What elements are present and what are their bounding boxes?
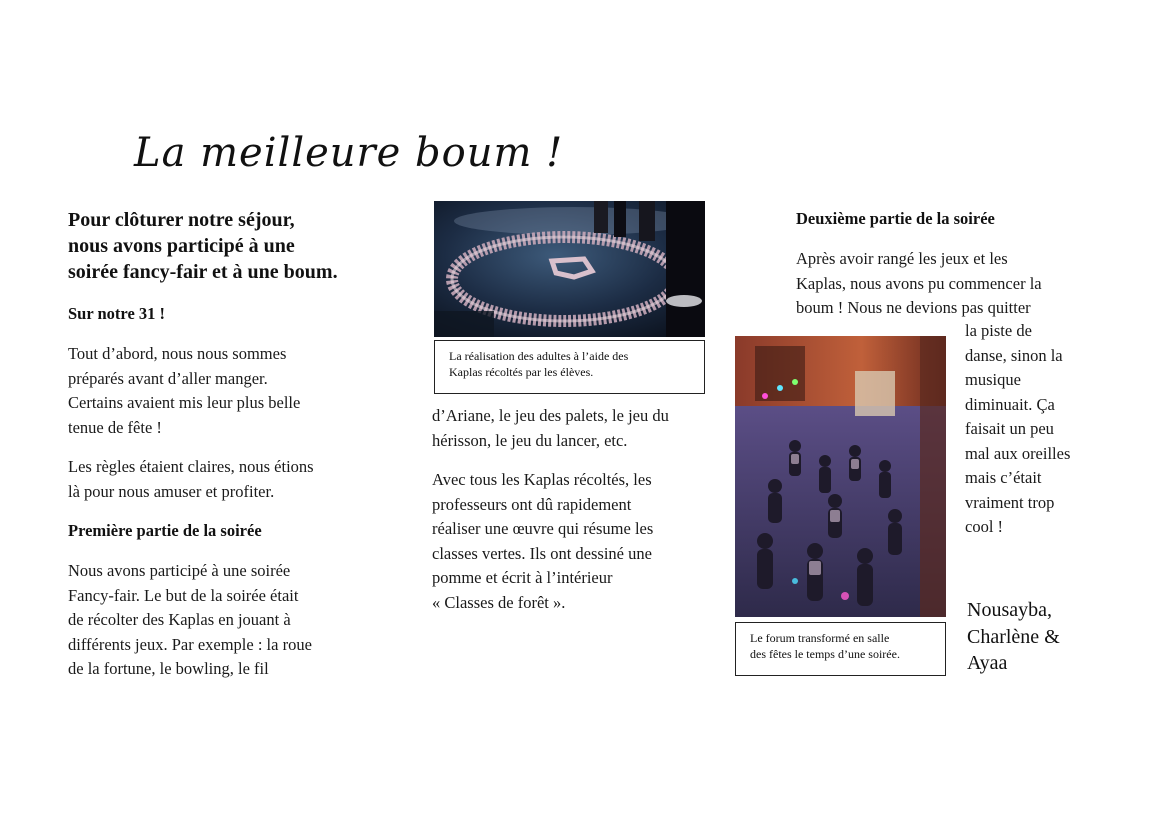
section-heading-premiere-partie: Première partie de la soirée: [68, 521, 262, 540]
author-line: Ayaa: [967, 652, 1008, 674]
text-line: vraiment trop: [965, 492, 1055, 512]
section-heading-sur-notre-31: Sur notre 31 !: [68, 304, 166, 323]
text-line: mais c’était: [965, 468, 1042, 487]
intro-line: nous avons participé à une: [68, 235, 295, 257]
party-photo: [735, 336, 946, 617]
paragraph-fancy-fair: [68, 559, 312, 682]
text-line: Tout d’abord, nous nous sommes: [68, 344, 287, 363]
text-line: cool !: [965, 517, 1004, 536]
authors-signature: [967, 597, 1060, 677]
party-photo-caption: [735, 622, 946, 676]
text-line: Avec tous les Kaplas récoltés, les: [432, 470, 652, 489]
text-line: la piste de: [965, 321, 1032, 340]
text-line: danse, sinon la: [965, 345, 1063, 365]
page-title: La meilleure boum !: [134, 130, 564, 176]
text-line: réaliser une œuvre qui résume les: [432, 519, 654, 538]
text-line: hérisson, le jeu du lancer, etc.: [432, 430, 628, 450]
caption-line: La réalisation des adultes à l’aide des: [449, 349, 629, 363]
text-line: pomme et écrit à l’intérieur: [432, 568, 613, 587]
text-line: mal aux oreilles: [965, 443, 1071, 463]
intro-text: [68, 207, 388, 285]
party-photo-image: [735, 336, 946, 617]
text-line: diminuait. Ça: [965, 394, 1055, 414]
text-line: Nous avons participé à une soirée: [68, 561, 291, 580]
paragraph-kaplas-oeuvre: [432, 468, 653, 615]
section-heading-deuxieme-partie: Deuxième partie de la soirée: [796, 209, 995, 228]
text-line: Les règles étaient claires, nous étions: [68, 457, 314, 476]
text-line: professeurs ont dû rapidement: [432, 494, 632, 514]
author-line: Nousayba,: [967, 599, 1052, 621]
text-line: de la fortune, le bowling, le fil: [68, 659, 269, 678]
text-line: préparés avant d’aller manger.: [68, 368, 268, 388]
kaplas-photo-caption: [434, 340, 705, 394]
text-line: Après avoir rangé les jeux et les: [796, 249, 1008, 268]
intro-line: Pour clôturer notre séjour,: [68, 209, 295, 231]
caption-line: Le forum transformé en salle: [750, 631, 890, 645]
text-line: musique: [965, 370, 1021, 389]
text-line: de récolter des Kaplas en jouant à: [68, 610, 291, 629]
kaplas-photo-image: [434, 201, 705, 337]
paragraph-boum-start: [796, 247, 1042, 321]
text-line: Certains avaient mis leur plus belle: [68, 393, 301, 412]
author-line: Charlène &: [967, 625, 1060, 648]
caption-line: des fêtes le temps d’une soirée.: [750, 647, 900, 661]
text-line: Fancy-fair. Le but de la soirée était: [68, 585, 299, 605]
caption-line: Kaplas récoltés par les élèves.: [449, 365, 594, 379]
paragraph-preparation: [68, 342, 300, 440]
paragraph-rules: [68, 455, 314, 504]
text-line: « Classes de forêt ».: [432, 592, 566, 612]
text-line: classes vertes. Ils ont dessiné une: [432, 543, 652, 563]
paragraph-boum-continued: [965, 319, 1070, 540]
text-line: différents jeux. Par exemple : la roue: [68, 634, 312, 654]
paragraph-games-continued: [432, 404, 669, 453]
kaplas-photo: [434, 201, 705, 337]
intro-line: soirée fancy-fair et à une boum.: [68, 261, 338, 283]
text-line: d’Ariane, le jeu des palets, le jeu du: [432, 406, 669, 425]
text-line: Kaplas, nous avons pu commencer la: [796, 273, 1042, 293]
text-line: boum ! Nous ne devions pas quitter: [796, 298, 1031, 317]
text-line: tenue de fête !: [68, 417, 162, 437]
text-line: là pour nous amuser et profiter.: [68, 481, 275, 501]
text-line: faisait un peu: [965, 419, 1054, 438]
